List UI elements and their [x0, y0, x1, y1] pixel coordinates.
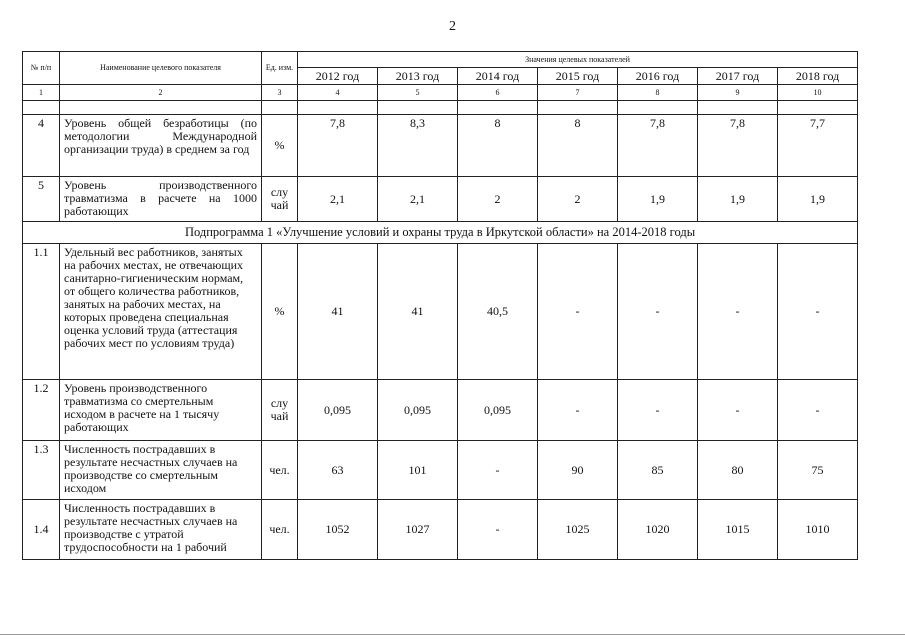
column-number: 7	[538, 85, 618, 101]
value-cell: 0,095	[298, 380, 378, 441]
subprogram-row	[23, 222, 858, 244]
page-number: 2	[449, 19, 456, 34]
value-cell: 2,1	[378, 177, 458, 222]
value-cell: 1052	[298, 500, 378, 560]
value-cell: -	[538, 244, 618, 380]
unit-cell: слу чай	[262, 380, 298, 441]
value-cell: 0,095	[378, 380, 458, 441]
value-cell: 7,7	[778, 115, 858, 177]
value-cell: 1020	[618, 500, 698, 560]
value-cell: 1,9	[618, 177, 698, 222]
value-cell: -	[458, 441, 538, 500]
subprogram-title: Подпрограмма 1 «Улучшение условий и охраны труда в Иркутской области» на 2014-2018 годы	[23, 222, 858, 244]
value-cell: -	[698, 380, 778, 441]
column-number: 9	[698, 85, 778, 101]
value-cell: 1,9	[698, 177, 778, 222]
value-cell: 0,095	[458, 380, 538, 441]
column-number: 3	[262, 85, 298, 101]
column-number: 1	[23, 85, 60, 101]
column-numbering-row	[23, 85, 858, 101]
value-cell: 90	[538, 441, 618, 500]
year-header: 2016 год	[618, 68, 698, 85]
header-name: Наименование целевого показателя	[60, 52, 262, 85]
value-cell: -	[618, 244, 698, 380]
empty-cell	[698, 101, 778, 115]
table-row	[23, 244, 858, 380]
column-number: 5	[378, 85, 458, 101]
value-cell: 8	[538, 115, 618, 177]
empty-cell	[298, 101, 378, 115]
indicator-name: Уровень производственного травматизма со смертельным исходом в расчете на 1 тысячу работающих	[60, 380, 262, 441]
year-header: 2018 год	[778, 68, 858, 85]
value-cell: 1,9	[778, 177, 858, 222]
year-header: 2012 год	[298, 68, 378, 85]
empty-cell	[262, 101, 298, 115]
empty-cell	[538, 101, 618, 115]
value-cell: -	[778, 244, 858, 380]
value-cell: 2	[538, 177, 618, 222]
row-number: 1.1	[23, 244, 60, 380]
value-cell: 41	[378, 244, 458, 380]
empty-cell	[60, 101, 262, 115]
header-unit: Ед. изм.	[262, 52, 298, 85]
value-cell: 7,8	[618, 115, 698, 177]
unit-cell: %	[262, 244, 298, 380]
value-cell: -	[698, 244, 778, 380]
unit-cell: слу чай	[262, 177, 298, 222]
column-number: 8	[618, 85, 698, 101]
spacer-row	[23, 101, 858, 115]
row-number: 5	[23, 177, 60, 222]
year-header: 2014 год	[458, 68, 538, 85]
indicator-name: Численность пострадавших в результате несчастных случаев на производстве с утратой трудоспособности на 1 рабочий	[60, 500, 262, 560]
value-cell: 80	[698, 441, 778, 500]
column-number: 4	[298, 85, 378, 101]
row-number: 1.2	[23, 380, 60, 441]
value-cell: 63	[298, 441, 378, 500]
year-header: 2015 год	[538, 68, 618, 85]
table-row	[23, 441, 858, 500]
indicator-name: Численность пострадавших в результате несчастных случаев на производстве со смертельным исходом	[60, 441, 262, 500]
page-edge-line	[0, 634, 905, 635]
value-cell: 1015	[698, 500, 778, 560]
column-number: 10	[778, 85, 858, 101]
value-cell: 2,1	[298, 177, 378, 222]
empty-cell	[23, 101, 60, 115]
year-header: 2017 год	[698, 68, 778, 85]
value-cell: 8	[458, 115, 538, 177]
header-values: Значения целевых показателей	[298, 52, 858, 68]
value-cell: 1027	[378, 500, 458, 560]
value-cell: 7,8	[698, 115, 778, 177]
row-number: 1.4	[23, 500, 60, 560]
value-cell: -	[458, 500, 538, 560]
value-cell: 40,5	[458, 244, 538, 380]
value-cell: 85	[618, 441, 698, 500]
table-row	[23, 500, 858, 560]
indicator-name: Удельный вес работников, занятых на рабочих местах, не отвечающих санитарно-гигиеническим нормам, от общего количества работников, занятых на рабочих местах, на которых проведена специальная оценка условий труда (аттестация рабочих мест по условиям труда)	[60, 244, 262, 380]
empty-cell	[778, 101, 858, 115]
unit-cell: %	[262, 115, 298, 177]
unit-cell: чел.	[262, 441, 298, 500]
column-number: 6	[458, 85, 538, 101]
table-row	[23, 177, 858, 222]
table-row	[23, 115, 858, 177]
table-row	[23, 380, 858, 441]
value-cell: -	[538, 380, 618, 441]
target-indicators-table	[22, 51, 858, 560]
row-number: 1.3	[23, 441, 60, 500]
empty-cell	[378, 101, 458, 115]
row-number: 4	[23, 115, 60, 177]
empty-cell	[458, 101, 538, 115]
value-cell: 41	[298, 244, 378, 380]
header-num: № п/п	[23, 52, 60, 85]
value-cell: 1025	[538, 500, 618, 560]
value-cell: 2	[458, 177, 538, 222]
value-cell: -	[618, 380, 698, 441]
indicator-name: Уровень общей безработицы (по методологии Международной организации труда) в среднем за год	[60, 115, 262, 177]
value-cell: 8,3	[378, 115, 458, 177]
unit-cell: чел.	[262, 500, 298, 560]
column-number: 2	[60, 85, 262, 101]
empty-cell	[618, 101, 698, 115]
year-header: 2013 год	[378, 68, 458, 85]
indicator-name: Уровень производственного травматизма в расчете на 1000 работающих	[60, 177, 262, 222]
header-row	[23, 52, 858, 68]
value-cell: 1010	[778, 500, 858, 560]
value-cell: 101	[378, 441, 458, 500]
value-cell: 75	[778, 441, 858, 500]
value-cell: -	[778, 380, 858, 441]
value-cell: 7,8	[298, 115, 378, 177]
